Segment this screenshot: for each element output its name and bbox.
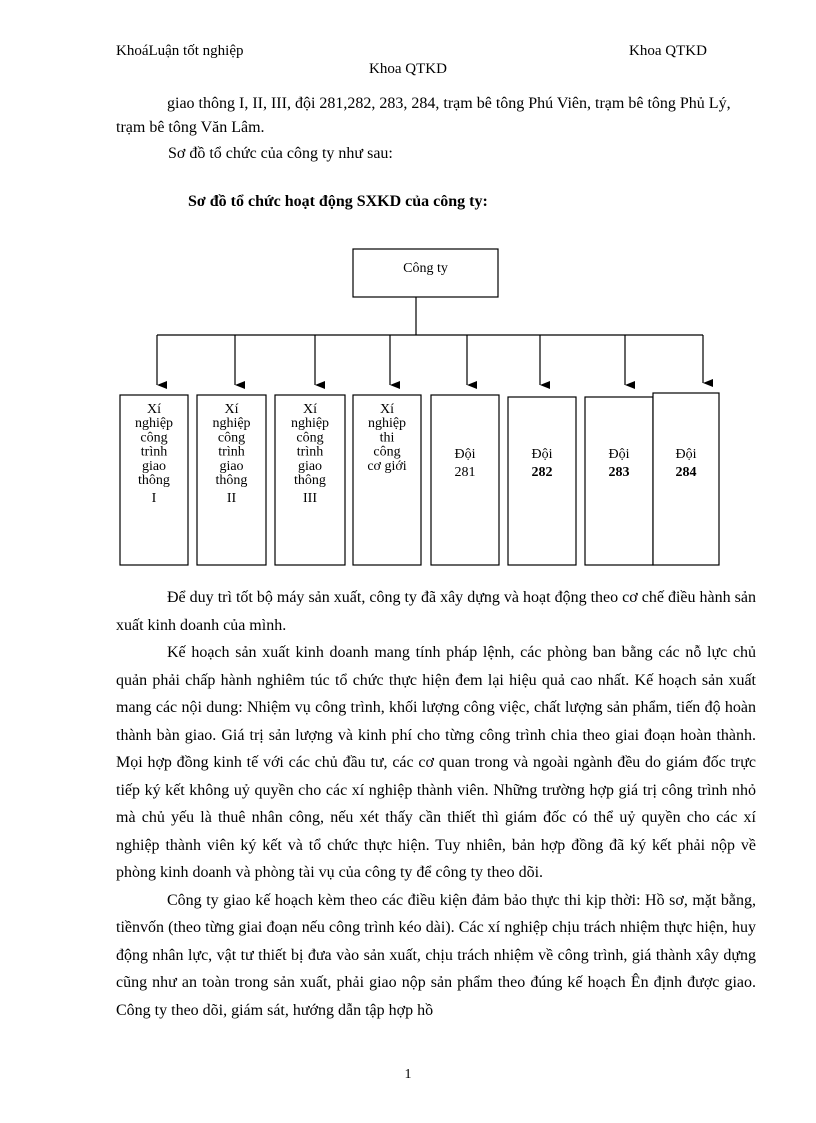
unit-boxes bbox=[120, 335, 719, 565]
unit-label-line: công bbox=[296, 430, 324, 446]
unit-label-line: thông bbox=[215, 473, 248, 488]
unit-label-line: công bbox=[217, 430, 246, 446]
unit-box bbox=[585, 397, 653, 565]
header-center: Khoa QTKD bbox=[369, 61, 447, 77]
unit-label-line: thông bbox=[294, 473, 326, 488]
unit-label-line: nghiệp bbox=[134, 416, 174, 432]
root-label: Công ty bbox=[403, 261, 448, 276]
header-right: Khoa QTKD bbox=[629, 43, 707, 59]
unit-label-line: 284 bbox=[675, 465, 697, 480]
unit-label-line: nghiệp bbox=[290, 416, 330, 432]
unit-box bbox=[508, 397, 576, 565]
unit-label-line: Xí bbox=[224, 402, 239, 417]
unit-label-line: 283 bbox=[608, 465, 630, 480]
unit-label-line: 282 bbox=[531, 465, 553, 480]
unit-label-line: Đội bbox=[675, 447, 697, 462]
unit-label-line: thi bbox=[379, 430, 395, 446]
unit-label-line: I bbox=[151, 491, 157, 507]
header-left: KhoáLuận tốt nghiệp bbox=[116, 43, 244, 59]
unit-box bbox=[431, 395, 499, 565]
unit-label-line: nghiệp bbox=[367, 416, 407, 432]
unit-label-line: II bbox=[226, 491, 237, 507]
unit-label-line: III bbox=[303, 491, 317, 507]
unit-label-line: trình bbox=[296, 444, 324, 460]
page-number: 1 bbox=[404, 1067, 412, 1082]
unit-label-line: Đội bbox=[608, 447, 630, 462]
unit-label-line: trình bbox=[140, 444, 168, 460]
unit-label-line: thông bbox=[138, 473, 170, 488]
unit-label-line: công bbox=[140, 430, 168, 446]
unit-label-line: Đội bbox=[454, 447, 476, 462]
unit-label-line: nghiệp bbox=[212, 416, 251, 432]
unit-label-line: giao bbox=[297, 458, 323, 474]
body-text bbox=[116, 584, 756, 1024]
intro-lead: Sơ đồ tổ chức của công ty như sau: bbox=[168, 145, 393, 162]
unit-label-line: Xí bbox=[380, 402, 394, 417]
unit-label-line: Xí bbox=[147, 402, 161, 417]
diagram-title: Sơ đồ tổ chức hoạt động SXKD của công ty: bbox=[188, 193, 488, 210]
unit-label-line: giao bbox=[141, 458, 167, 474]
unit-label-line: công bbox=[373, 444, 401, 460]
unit-label-line: Xí bbox=[303, 402, 317, 417]
paragraph-3: Công ty giao kế hoạch kèm theo các điều kiện đảm bảo thực thi kịp thời: Hồ sơ, mặt bằng, tiềnvốn (theo từng giai đoạn nếu công trình kéo dài). Các xí nghiệp chịu trách nhiệm thực hiện, huy động nhân lực, vật tư thiết bị đưa vào sản xuất, chịu trách nhiệm về công trình, giá thành xây dựng cũng như an toàn trong sản xuất, phải giao nộp sản phẩm theo đúng kế hoạch Ên định được giao. Công ty theo dõi, giám sát, hướng dẫn tập hợp hồ bbox=[116, 891, 756, 1019]
unit-label-line: Đội bbox=[531, 447, 553, 462]
unit-label-line: 281 bbox=[454, 465, 476, 480]
paragraph-2: Kế hoạch sản xuất kinh doanh mang tính pháp lệnh, các phòng ban bằng các nỗ lực chủ quản phải chấp hành nghiêm túc tổ chức thực hiện đem lại hiệu quả cao nhất. Kế hoạch sản xuất mang các nội dung: Nhiệm vụ công trình, khối lượng công việc, chất lượng sản phẩm, tiến độ hoàn thành bàn giao. Giá trị sản lượng và kinh phí cho từng công trình chia theo giai đoạn hoàn thành. Mọi hợp đồng kinh tế với các chủ đầu tư, các cơ quan trong và ngoài ngành đều do giám đốc trực tiếp ký kết không uỷ quyền cho các xí nghiệp thành viên. Những trường hợp giá trị công trình nhỏ mà chủ yếu là thuê nhân công, nếu xét thấy cần thiết thì giám đốc có thể uỷ quyền cho các xí nghiệp thành viên ký kết và tổ chức thực hiện. Tuy nhiên, bản hợp đồng đã ký kết phải nộp về phòng kinh doanh và phòng tài vụ của công ty để công ty theo dõi. bbox=[116, 644, 756, 881]
intro-continuation: giao thông I, II, III, đội 281,282, 283, 284, trạm bê tông Phú Viên, trạm bê tông Phủ Lý, trạm bê tông Văn Lâm. bbox=[116, 95, 731, 136]
paragraph-1: Để duy trì tốt bộ máy sản xuất, công ty đã xây dựng và hoạt động theo cơ chế điều hành sản xuất kinh doanh của mình. bbox=[116, 589, 756, 634]
unit-label-line: cơ giới bbox=[367, 458, 407, 474]
unit-label-line: giao bbox=[219, 458, 244, 474]
unit-label-line: trình bbox=[218, 444, 245, 460]
